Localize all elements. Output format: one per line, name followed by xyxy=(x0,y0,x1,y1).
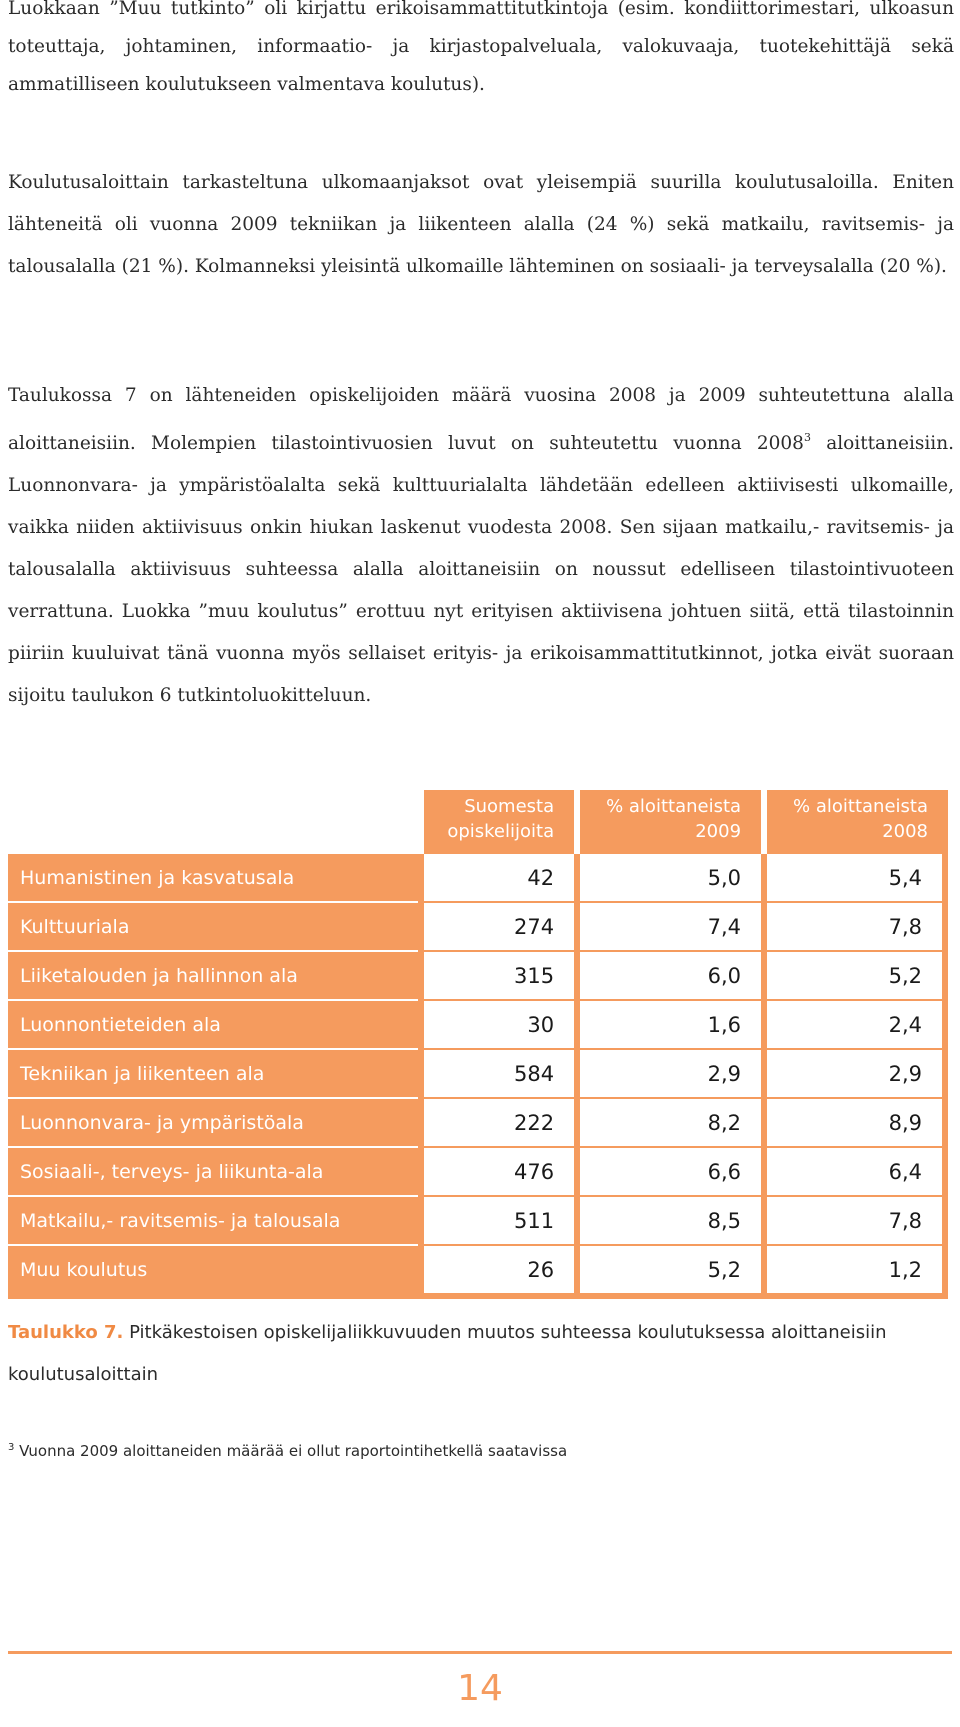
table-row xyxy=(8,1001,948,1050)
cell-pct-2008: 7,8 xyxy=(761,903,948,952)
row-label: Matkailu,- ravitsemis- ja talousala xyxy=(8,1197,418,1246)
cell-pct-2008: 6,4 xyxy=(761,1148,948,1197)
table-corner-cell xyxy=(8,790,418,854)
footnote-marker: 3 xyxy=(8,1442,15,1453)
table-row xyxy=(8,1050,948,1099)
header-students-line1: Suomesta xyxy=(464,796,555,817)
cell-students: 511 xyxy=(418,1197,574,1246)
row-label: Kulttuuriala xyxy=(8,903,418,952)
row-label: Luonnonvara- ja ympäristöala xyxy=(8,1099,418,1148)
cell-pct-2009: 2,9 xyxy=(574,1050,761,1099)
caption-label: Taulukko 7. xyxy=(8,1322,124,1343)
cell-pct-2009: 8,5 xyxy=(574,1197,761,1246)
footnote xyxy=(8,1442,908,1460)
cell-pct-2008: 8,9 xyxy=(761,1099,948,1148)
table-row xyxy=(8,903,948,952)
table-row xyxy=(8,1197,948,1246)
table-header-row xyxy=(8,790,948,854)
cell-students: 315 xyxy=(418,952,574,1001)
cell-students: 42 xyxy=(418,854,574,903)
row-label: Sosiaali-, terveys- ja liikunta-ala xyxy=(8,1148,418,1197)
footnote-reference: 3 xyxy=(803,431,811,444)
cell-pct-2009: 8,2 xyxy=(574,1099,761,1148)
cell-pct-2009: 5,0 xyxy=(574,854,761,903)
mobility-table xyxy=(8,790,948,1299)
paragraph-koulutusaloittain: Koulutusaloittain tarkasteltuna ulkomaanjaksot ovat yleisempiä suurilla koulutusaloilla. Eniten lähteneitä oli vuonna 2009 tekniikan ja liikenteen alalla (24 %) sekä matkailu, ravitsemis- ja talousalalla (21 %). Kolmanneksi yleisintä ulkomaille lähteminen on sosiaali- ja terveysalalla (20 %). xyxy=(8,172,954,277)
header-pct-2009-line2: 2009 xyxy=(695,821,742,842)
cell-students: 476 xyxy=(418,1148,574,1197)
header-pct-2009-line1: % aloittaneista xyxy=(606,796,742,817)
table-row xyxy=(8,1148,948,1197)
cell-pct-2008: 2,9 xyxy=(761,1050,948,1099)
cell-pct-2009: 6,6 xyxy=(574,1148,761,1197)
cell-pct-2008: 2,4 xyxy=(761,1001,948,1050)
table-row xyxy=(8,1099,948,1148)
table-row xyxy=(8,1246,948,1299)
cell-pct-2009: 1,6 xyxy=(574,1001,761,1050)
footnote-text: Vuonna 2009 aloittaneiden määrää ei ollut raportointihetkellä saatavissa xyxy=(14,1442,568,1460)
header-pct-2008-line1: % aloittaneista xyxy=(793,796,928,817)
paragraph-muu-tutkinto: Luokkaan ”Muu tutkinto” oli kirjattu erikoisammattitutkintoja (esim. kondiittorimestari, ulkoasun toteuttaja, johtaminen, informaatio- ja kirjastopalveluala, valokuvaaja, tuotekehittäjä sekä ammatilliseen koulutukseen valmentava koulutus). xyxy=(8,0,954,95)
cell-students: 26 xyxy=(418,1246,574,1299)
cell-pct-2008: 1,2 xyxy=(761,1246,948,1299)
cell-pct-2008: 5,2 xyxy=(761,952,948,1001)
header-pct-2008 xyxy=(761,790,948,854)
cell-pct-2009: 6,0 xyxy=(574,952,761,1001)
footer-divider xyxy=(8,1651,952,1654)
cell-students: 30 xyxy=(418,1001,574,1050)
row-label: Liiketalouden ja hallinnon ala xyxy=(8,952,418,1001)
row-label: Luonnontieteiden ala xyxy=(8,1001,418,1050)
table-caption xyxy=(8,1312,918,1396)
cell-pct-2008: 5,4 xyxy=(761,854,948,903)
header-students-line2: opiskelijoita xyxy=(447,821,555,842)
header-pct-2008-line2: 2008 xyxy=(882,821,928,842)
cell-students: 274 xyxy=(418,903,574,952)
cell-pct-2009: 5,2 xyxy=(574,1246,761,1299)
table-row xyxy=(8,854,948,903)
paragraph-text-part-b: aloittaneisiin. Luonnonvara- ja ympäristöalalta sekä kulttuurialalta lähdetään edelleen aktiivisesti ulkomaille, vaikka niiden aktiivisuus onkin hiukan laskenut vuodesta 2008. Sen sijaan matkailu,- ravitsemis- ja talousalalla aktiivisuus suhteessa alalla aloittaneisiin on noussut edelliseen tilastointivuoteen verrattuna. Luokka ”muu koulutus” erottuu nyt erityisen aktiivisena johtuen siitä, että tilastoinnin piiriin kuuluivat tänä vuonna myös sellaiset erityis- ja erikoisammattitutkinnot, jotka eivät suoraan sijoitu taulukon 6 tutkintoluokitteluun. xyxy=(8,433,954,706)
row-label: Muu koulutus xyxy=(8,1246,418,1299)
paragraph-taulukko-7-intro xyxy=(8,375,954,717)
page-number: 14 xyxy=(457,1668,503,1709)
caption-text: Pitkäkestoisen opiskelijaliikkuvuuden muutos suhteessa koulutuksessa aloittaneisiin koulutusaloittain xyxy=(8,1322,887,1385)
row-label: Humanistinen ja kasvatusala xyxy=(8,854,418,903)
table-row xyxy=(8,952,948,1001)
paragraph-text-part-a: Taulukossa 7 on lähteneiden opiskelijoiden määrä vuosina 2008 ja 2009 suhteutettuna alalla aloittaneisiin. Molempien tilastointivuosien luvut on suhteutettu vuonna 2008 xyxy=(8,385,954,454)
row-label: Tekniikan ja liikenteen ala xyxy=(8,1050,418,1099)
header-pct-2009 xyxy=(574,790,761,854)
cell-pct-2008: 7,8 xyxy=(761,1197,948,1246)
cell-students: 584 xyxy=(418,1050,574,1099)
cell-students: 222 xyxy=(418,1099,574,1148)
header-students xyxy=(418,790,574,854)
cell-pct-2009: 7,4 xyxy=(574,903,761,952)
